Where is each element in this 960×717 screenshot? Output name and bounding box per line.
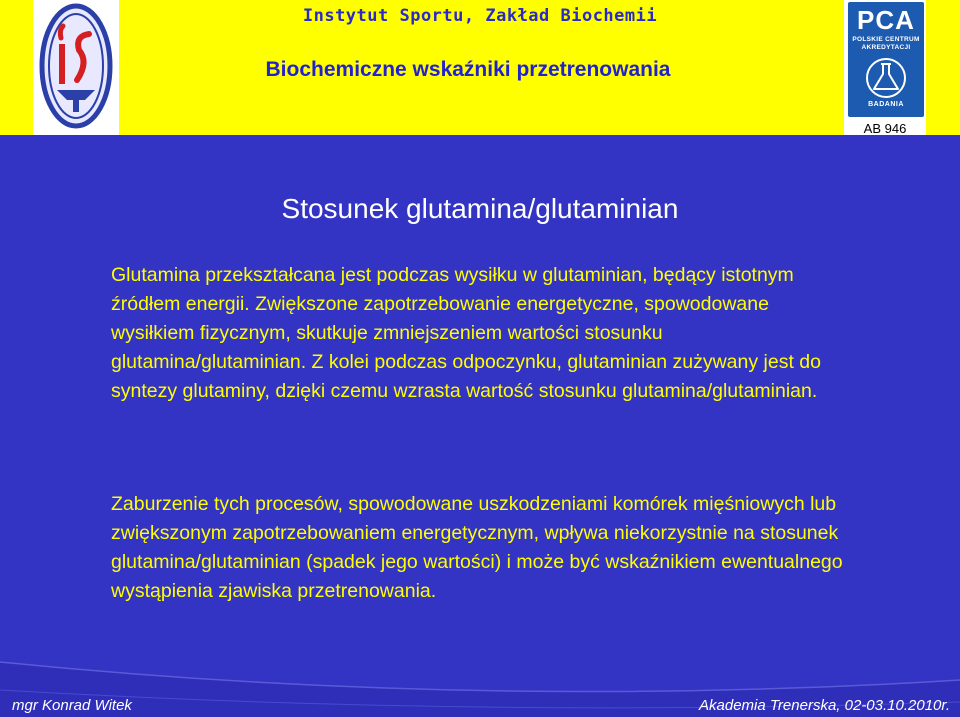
- flask-icon: [862, 56, 910, 98]
- pca-badania: BADANIA: [868, 101, 904, 108]
- footer-event: Akademia Trenerska, 02-03.10.2010r.: [699, 697, 950, 714]
- institute-logo: [33, 0, 119, 135]
- pca-subtitle-line1: POLSKIE CENTRUM: [852, 36, 920, 43]
- pca-subtitle: [850, 36, 922, 52]
- accreditation-code: AB 946: [863, 121, 907, 136]
- institute-name: Instytut Sportu, Zakład Biochemii: [302, 6, 658, 26]
- pca-title: PCA: [857, 5, 915, 35]
- pca-subtitle-line2: AKREDYTACJI: [861, 44, 911, 51]
- paragraph-exercise-effect: Glutamina przekształcana jest podczas wysiłku w glutaminian, będący istotnym źródłem energii. Zwiększone zapotrzebowanie energetyczne, spowodowane wysiłkiem fizycznym, skutkuje zmniejszeniem wartości stosunku glutamina/glutaminian. Z kolei podczas odpoczynku, glutaminian zużywany jest do syntezy glutaminy, dzięki czemu wzrasta wartość stosunku glutamina/glutaminian.: [111, 264, 821, 402]
- header-bar: [0, 0, 960, 135]
- pca-badge: [848, 2, 924, 117]
- footer-author: mgr Konrad Witek: [12, 697, 132, 714]
- pca-accreditation-logo: [844, 0, 926, 135]
- paragraph-overtraining-indicator: Zaburzenie tych procesów, spowodowane uszkodzeniami komórek mięśniowych lub zwiększonym zapotrzebowaniem energetycznym, wpływa niekorzystnie na stosunek glutamina/glutaminian (spadek jego wartości) i może być wskaźnikiem ewentualnego wystąpienia zjawiska przetrenowania.: [111, 493, 843, 602]
- slide-title: Stosunek glutamina/glutaminian: [281, 193, 679, 224]
- presentation-subtitle: Biochemiczne wskaźniki przetrenowania: [265, 58, 671, 81]
- institute-logo-icon: [33, 0, 119, 135]
